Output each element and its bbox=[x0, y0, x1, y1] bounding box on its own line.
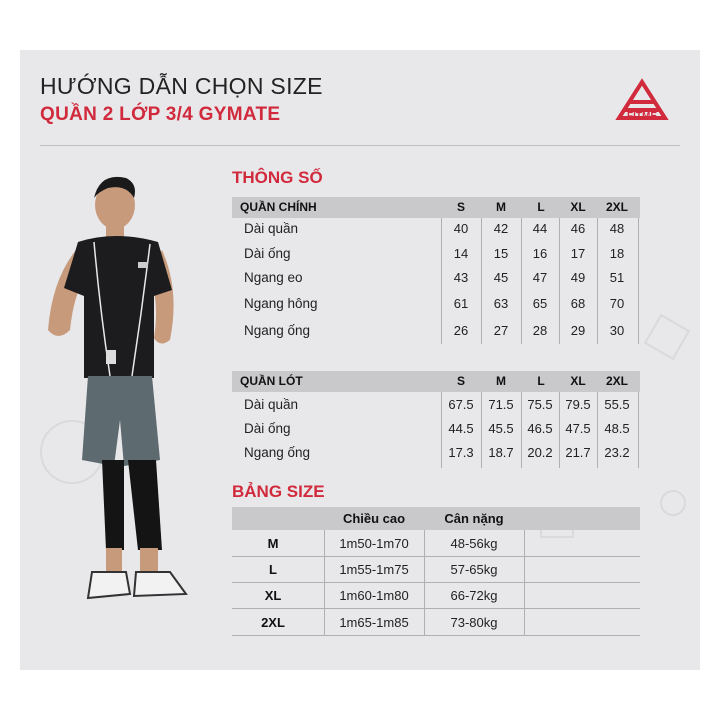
cell: 30 bbox=[609, 323, 625, 338]
weight-cell: 57-65kg bbox=[450, 562, 498, 577]
size-col-s: S bbox=[456, 200, 465, 214]
cell: 17.3 bbox=[448, 445, 474, 460]
row-label: Ngang ống bbox=[244, 445, 311, 460]
cell: 40 bbox=[453, 221, 469, 236]
cell: 63 bbox=[493, 296, 509, 311]
cell: 49 bbox=[570, 270, 586, 285]
size-col-xl: XL bbox=[570, 200, 586, 214]
main-table-header bbox=[232, 197, 640, 218]
weight-cell: 48-56kg bbox=[450, 536, 498, 551]
cell: 71.5 bbox=[488, 397, 514, 412]
cell: 20.2 bbox=[527, 445, 553, 460]
page-title: HƯỚNG DẪN CHỌN SIZE bbox=[40, 73, 323, 99]
specs-section-title: THÔNG SỐ bbox=[232, 168, 323, 187]
size-col-m: M bbox=[496, 374, 506, 388]
cell: 48 bbox=[609, 221, 625, 236]
cell: 75.5 bbox=[527, 397, 553, 412]
size-table-title: BẢNG SIZE bbox=[232, 482, 325, 501]
cell: 15 bbox=[493, 246, 509, 261]
main-header-label: QUẦN CHÍNH bbox=[240, 200, 317, 214]
height-cell: 1m65-1m85 bbox=[339, 615, 409, 630]
cell: 46 bbox=[570, 221, 586, 236]
height-cell: 1m60-1m80 bbox=[339, 588, 409, 603]
cell: 28 bbox=[532, 323, 548, 338]
cell: 23.2 bbox=[604, 445, 630, 460]
size-col-l: L bbox=[537, 200, 545, 214]
grid-line bbox=[638, 392, 639, 468]
product-subtitle: QUẦN 2 LỚP 3/4 GYMATE bbox=[40, 104, 281, 125]
cell: 45 bbox=[493, 270, 509, 285]
height-cell: 1m50-1m70 bbox=[339, 536, 409, 551]
size-table-header bbox=[232, 507, 640, 530]
row-label: Dài quần bbox=[244, 221, 299, 236]
row-label: Dài ống bbox=[244, 246, 291, 261]
size-col-l: L bbox=[537, 374, 545, 388]
cell: 26 bbox=[453, 323, 469, 338]
decor-square bbox=[644, 314, 690, 360]
weight-cell: 66-72kg bbox=[450, 588, 498, 603]
cell: 29 bbox=[570, 323, 586, 338]
cell: 17 bbox=[570, 246, 586, 261]
grid-line bbox=[232, 635, 640, 636]
cell: 61 bbox=[453, 296, 469, 311]
cell: 18 bbox=[609, 246, 625, 261]
height-col-header: Chiều cao bbox=[342, 511, 406, 526]
cell: 16 bbox=[532, 246, 548, 261]
row-label: Dài quần bbox=[244, 397, 299, 412]
size-label: 2XL bbox=[261, 615, 285, 630]
cell: 21.7 bbox=[565, 445, 591, 460]
row-label: Ngang ống bbox=[244, 323, 311, 338]
size-label: L bbox=[269, 562, 277, 577]
cell: 44 bbox=[532, 221, 548, 236]
logo-text: FITME bbox=[627, 111, 657, 122]
weight-col-header: Cân nặng bbox=[444, 511, 504, 526]
grid-line bbox=[232, 608, 640, 609]
cell: 14 bbox=[453, 246, 469, 261]
cell: 42 bbox=[493, 221, 509, 236]
row-label: Ngang eo bbox=[244, 270, 303, 285]
size-col-2xl: 2XL bbox=[605, 200, 628, 214]
size-label: M bbox=[267, 536, 279, 551]
size-col-m: M bbox=[496, 200, 506, 214]
row-label: Dài ống bbox=[244, 421, 291, 436]
cell: 65 bbox=[532, 296, 548, 311]
size-col-s: S bbox=[456, 374, 465, 388]
model-image bbox=[30, 170, 240, 620]
cell: 44.5 bbox=[448, 421, 474, 436]
liner-header-label: QUẦN LÓT bbox=[240, 374, 303, 388]
cell: 55.5 bbox=[604, 397, 630, 412]
size-col-xl: XL bbox=[570, 374, 586, 388]
cell: 43 bbox=[453, 270, 469, 285]
cell: 47.5 bbox=[565, 421, 591, 436]
cell: 27 bbox=[493, 323, 509, 338]
cell: 70 bbox=[609, 296, 625, 311]
grid-line bbox=[232, 582, 640, 583]
cell: 68 bbox=[570, 296, 586, 311]
size-label: XL bbox=[264, 588, 282, 603]
cell: 48.5 bbox=[604, 421, 630, 436]
decor-circle bbox=[660, 490, 686, 516]
cell: 18.7 bbox=[488, 445, 514, 460]
row-label: Ngang hông bbox=[244, 296, 318, 311]
cell: 67.5 bbox=[448, 397, 474, 412]
grid-line bbox=[638, 218, 639, 344]
cell: 47 bbox=[532, 270, 548, 285]
cell: 46.5 bbox=[527, 421, 553, 436]
height-cell: 1m55-1m75 bbox=[339, 562, 409, 577]
grid-line bbox=[524, 530, 525, 636]
cell: 51 bbox=[609, 270, 625, 285]
cell: 45.5 bbox=[488, 421, 514, 436]
weight-cell: 73-80kg bbox=[450, 615, 498, 630]
size-col-2xl: 2XL bbox=[605, 374, 628, 388]
cell: 79.5 bbox=[565, 397, 591, 412]
liner-table-header bbox=[232, 371, 640, 392]
header-divider bbox=[40, 145, 680, 146]
grid-line bbox=[232, 556, 640, 557]
